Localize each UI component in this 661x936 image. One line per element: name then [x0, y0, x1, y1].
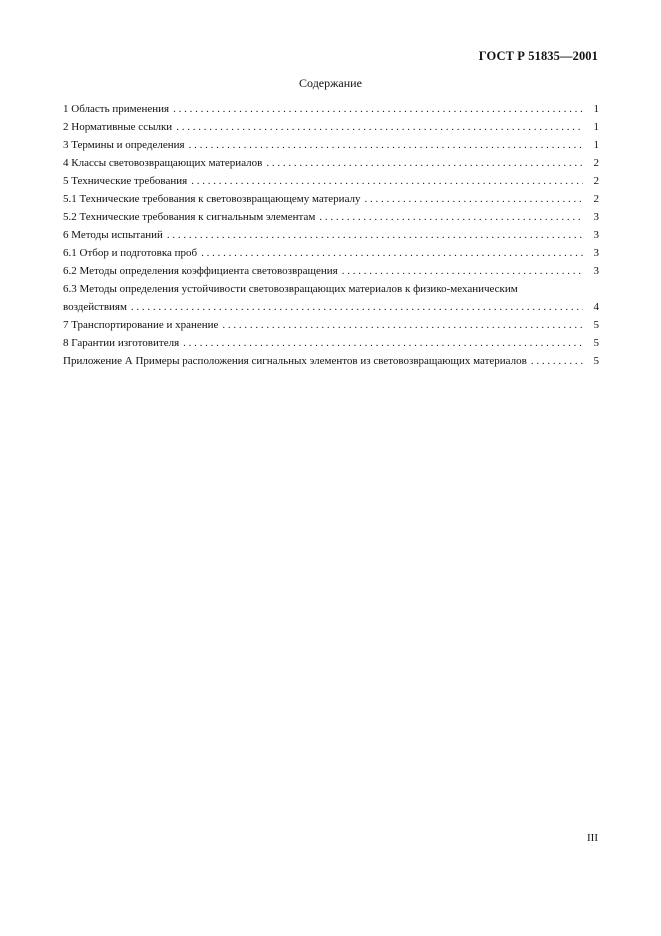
toc-entry-page: 4 [593, 301, 599, 313]
toc-entry-label: 6 Методы испытаний [63, 229, 163, 241]
toc-entry-label: 2 Нормативные ссылки [63, 121, 173, 133]
toc-leader-dots [173, 100, 583, 118]
toc-leader-dots [167, 226, 583, 244]
toc-entry-label: Приложение А Примеры расположения сигнальных элементов из световозвращающих материалов [63, 355, 527, 367]
toc-entry[interactable] [63, 316, 599, 334]
toc-title: Содержание [299, 76, 362, 90]
toc-entry[interactable] [63, 172, 599, 190]
toc-entry[interactable] [63, 154, 599, 172]
toc-entry-page: 2 [593, 157, 599, 169]
toc-leader-dots [342, 262, 583, 280]
toc-entry-page: 3 [593, 211, 599, 223]
toc-entry-label: 1 Область применения [63, 103, 170, 115]
toc-entry[interactable] [63, 298, 599, 316]
toc-entry-page: 5 [593, 355, 599, 367]
toc-entry-page: 1 [593, 121, 599, 133]
toc-entry-page: 3 [593, 247, 599, 259]
toc-entry-page: 1 [593, 139, 599, 151]
toc-entry-label: 3 Термины и определения [63, 139, 185, 151]
toc-entry-first-line[interactable] [63, 280, 599, 298]
page-number: III [587, 832, 598, 844]
toc-leader-dots [201, 244, 583, 262]
toc-entry-label: 8 Гарантии изготовителя [63, 337, 180, 349]
toc-entry-page: 3 [593, 265, 599, 277]
toc-leader-dots [131, 298, 583, 316]
document-code: ГОСТ Р 51835—2001 [478, 49, 598, 63]
toc-leader-dots [189, 136, 583, 154]
toc-entry[interactable] [63, 118, 599, 136]
toc-entry-label: 4 Классы световозвращающих материалов [63, 157, 263, 169]
toc-leader-dots [531, 352, 583, 370]
toc-leader-dots [183, 334, 583, 352]
toc-entry[interactable] [63, 262, 599, 280]
toc-leader-dots [191, 172, 583, 190]
toc-entry-label: 5.2 Технические требования к сигнальным элементам [63, 211, 316, 223]
toc-leader-dots [365, 190, 583, 208]
toc-entry-page: 3 [593, 229, 599, 241]
toc-entry-label: 5.1 Технические требования к световозвращающему материалу [63, 193, 361, 205]
toc-entry[interactable] [63, 208, 599, 226]
toc-leader-dots [319, 208, 583, 226]
toc-leader-dots [222, 316, 583, 334]
toc-entry-page: 5 [593, 319, 599, 331]
toc-leader-dots [176, 118, 583, 136]
toc-entry-page: 1 [593, 103, 599, 115]
toc-entry-page: 2 [593, 175, 599, 187]
toc-entry[interactable] [63, 334, 599, 352]
toc-entry-label: 5 Технические требования [63, 175, 188, 187]
table-of-contents [63, 100, 599, 370]
toc-entry-page: 5 [593, 337, 599, 349]
toc-entry[interactable] [63, 100, 599, 118]
toc-entry[interactable] [63, 226, 599, 244]
toc-entry[interactable] [63, 190, 599, 208]
toc-entry-label-continued: воздействиям [63, 301, 127, 313]
toc-entry-page: 2 [593, 193, 599, 205]
toc-entry[interactable] [63, 136, 599, 154]
toc-entry-label: 6.3 Методы определения устойчивости световозвращающих материалов к физико-механическим [63, 283, 518, 295]
toc-entry[interactable] [63, 244, 599, 262]
toc-entry-label: 6.1 Отбор и подготовка проб [63, 247, 198, 259]
toc-entry-label: 7 Транспортирование и хранение [63, 319, 219, 331]
toc-leader-dots [266, 154, 583, 172]
toc-entry-label: 6.2 Методы определения коэффициента световозвращения [63, 265, 338, 277]
toc-entry[interactable] [63, 352, 599, 370]
